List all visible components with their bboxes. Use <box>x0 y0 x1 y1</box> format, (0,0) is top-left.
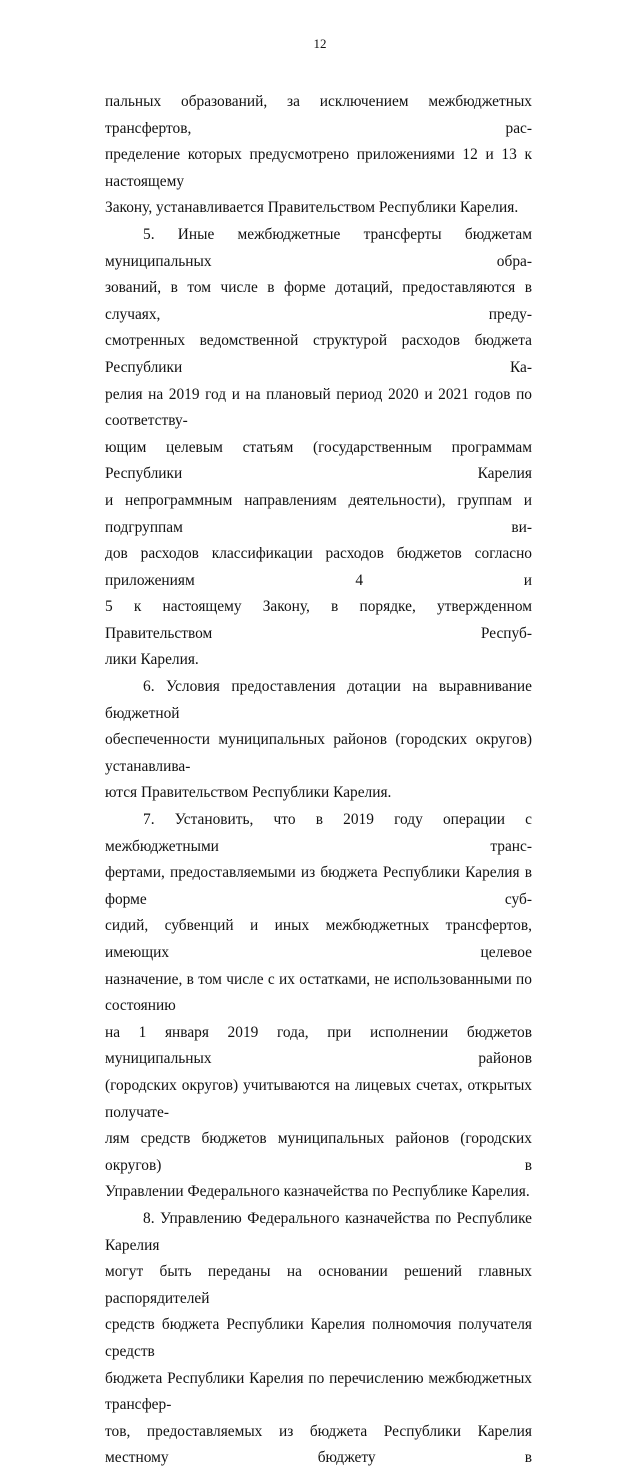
text-line: обеспеченности муниципальных районов (городских округов) устанавлива- <box>105 731 532 775</box>
text-line: сидий, субвенций и иных межбюджетных трансфертов, имеющих целевое <box>105 917 532 961</box>
text-line: Закону, устанавливается Правительством Республики Карелия. <box>105 199 519 217</box>
text-line: 6. Условия предоставления дотации на выравнивание бюджетной <box>105 678 532 722</box>
document-body <box>105 89 532 1472</box>
text-line: и непрограммным направлениям деятельности), группам и подгруппам ви- <box>105 491 532 536</box>
text-line: зований, в том числе в форме дотаций, предоставляются в случаях, преду- <box>105 279 532 323</box>
paragraph-5 <box>105 1206 532 1472</box>
text-line: назначение, в том числе с их остатками, не использованными по состоянию <box>105 970 532 1015</box>
paragraph-1 <box>105 89 532 222</box>
text-line: 5 к настоящему Закону, в порядке, утвержденном Правительством Респуб- <box>105 598 532 642</box>
text-line: 5. Иные межбюджетные трансферты бюджетам муниципальных обра- <box>105 225 532 270</box>
text-line: дов расходов классификации расходов бюджетов согласно приложениям 4 и <box>105 545 532 589</box>
text-line: бюджета Республики Карелия по перечислению межбюджетных трансфер- <box>105 1369 532 1414</box>
text-line: средств бюджета Республики Карелия полномочия получателя средств <box>105 1316 532 1360</box>
text-line: ются Правительством Республики Карелия. <box>105 784 392 802</box>
text-line: 8. Управлению Федерального казначейства по Республике Карелия <box>105 1209 532 1254</box>
text-line: смотренных ведомственной структурой расходов бюджета Республики Ка- <box>105 332 532 376</box>
text-line: (городских округов) учитываются на лицевых счетах, открытых получате- <box>105 1076 532 1121</box>
text-line: лики Карелия. <box>105 651 199 669</box>
page-number: 12 <box>313 36 327 51</box>
text-line: ющим целевым статьям (государственным программам Республики Карелия <box>105 438 532 483</box>
text-line: пределение которых предусмотрено приложениями 12 и 13 к настоящему <box>105 146 532 190</box>
paragraph-3 <box>105 674 532 807</box>
text-line: Управлении Федерального казначейства по Республике Карелия. <box>105 1183 530 1201</box>
text-line: релия на 2019 год и на плановый период 2020 и 2021 годов по соответству- <box>105 385 532 430</box>
text-line: лям средств бюджетов муниципальных районов (городских округов) в <box>105 1130 532 1174</box>
text-line: 7. Установить, что в 2019 году операции с межбюджетными транс- <box>105 811 532 855</box>
text-line: фертами, предоставляемыми из бюджета Республики Карелия в форме суб- <box>105 864 532 908</box>
text-line: на 1 января 2019 года, при исполнении бюджетов муниципальных районов <box>105 1023 532 1068</box>
paragraph-2 <box>105 222 532 674</box>
paragraph-4 <box>105 807 532 1206</box>
text-line: пальных образований, за исключением межбюджетных трансфертов, рас- <box>105 93 532 137</box>
text-line: могут быть переданы на основании решений главных распорядителей <box>105 1263 532 1307</box>
text-line: тов, предоставляемых из бюджета Республики Карелия местному бюджету в <box>105 1422 532 1467</box>
